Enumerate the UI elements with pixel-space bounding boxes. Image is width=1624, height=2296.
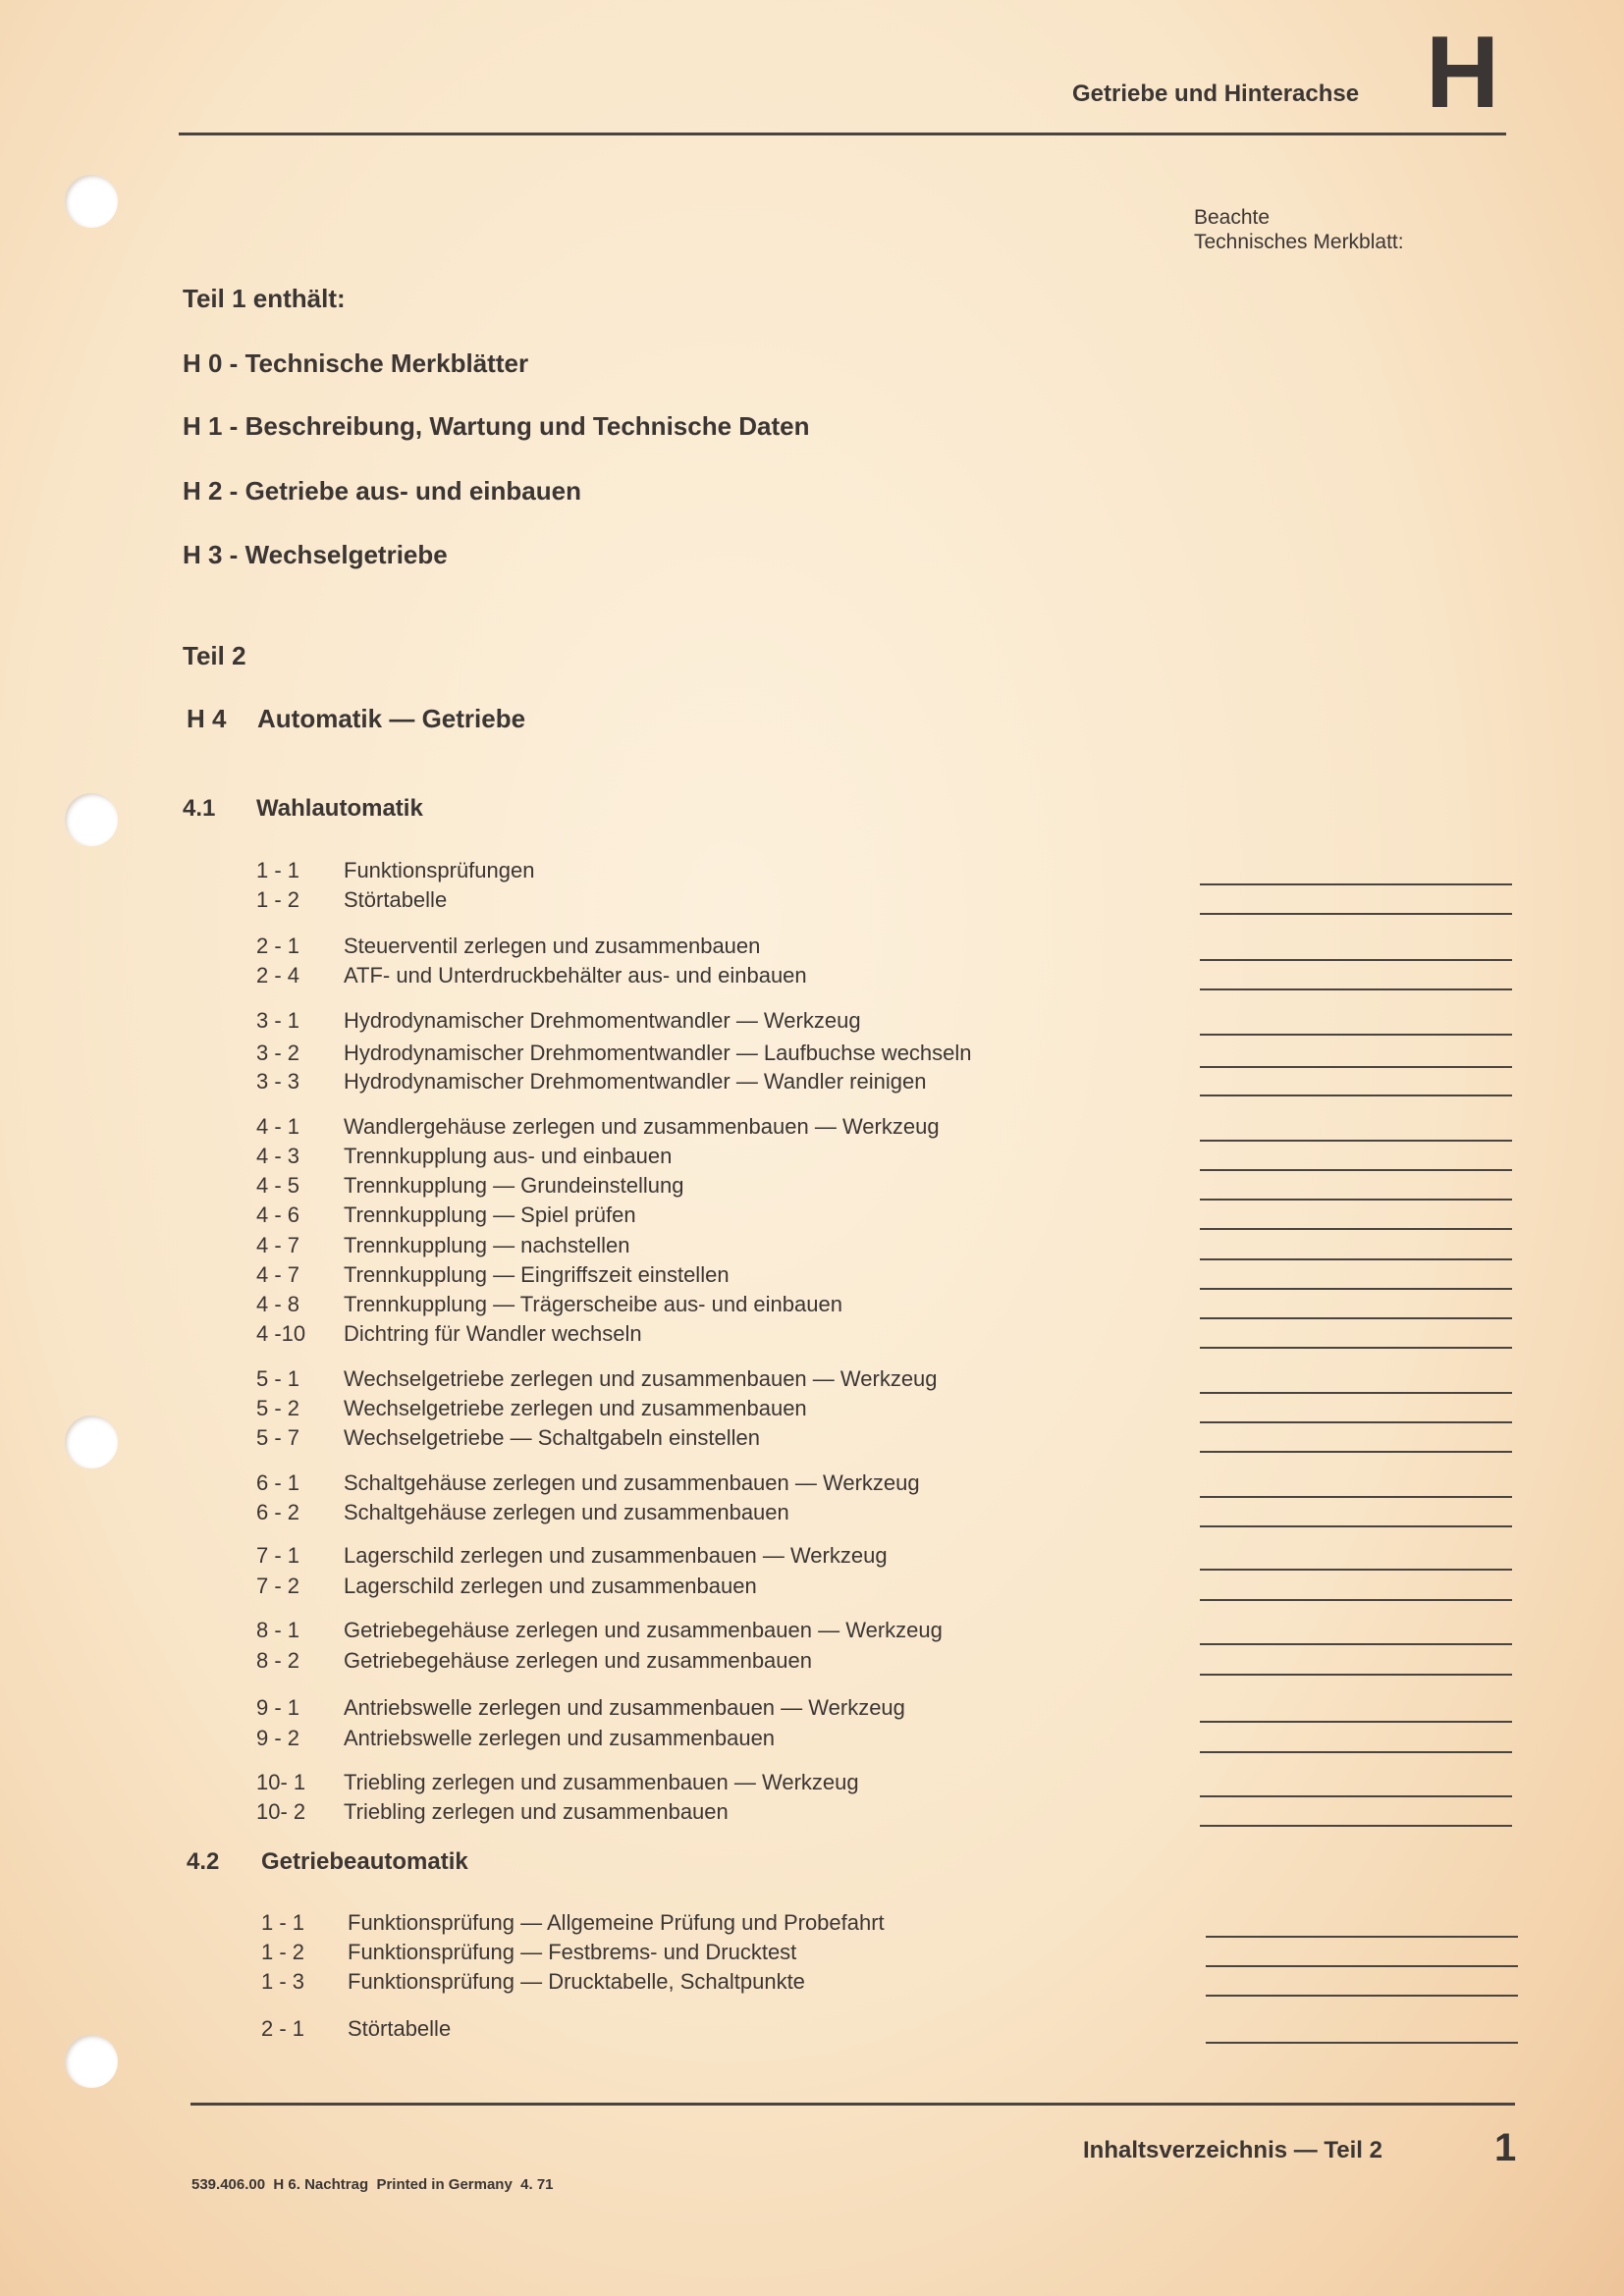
fill-in-line (1200, 988, 1512, 990)
entry-title: Triebling zerlegen und zusammenbauen (344, 1799, 729, 1824)
punch-hole (65, 793, 118, 846)
section-letter: H (1426, 16, 1500, 130)
page-number: 1 (1494, 2126, 1517, 2169)
fill-in-line (1200, 1751, 1512, 1753)
fill-in-line (1206, 2042, 1518, 2044)
section-code: 4.1 (183, 795, 216, 822)
entry-number: 4 -10 (256, 1321, 306, 1346)
section-title: Wahlautomatik (256, 795, 423, 822)
entry-number: 4 - 7 (256, 1233, 300, 1257)
fill-in-line (1200, 1721, 1512, 1723)
entry-number: 9 - 2 (256, 1726, 300, 1750)
toc-item: H 0 - Technische Merkblätter (183, 348, 529, 378)
entry-number: 3 - 3 (256, 1069, 300, 1094)
entry-number: 10- 2 (256, 1799, 306, 1824)
entry-number: 10- 1 (256, 1770, 306, 1794)
fill-in-line (1200, 1095, 1512, 1096)
fill-in-line (1200, 1599, 1512, 1601)
part1-heading: Teil 1 enthält: (183, 284, 346, 313)
entry-title: Funktionsprüfung — Festbrems- und Drucktest (348, 1940, 797, 1964)
header-rule (179, 133, 1506, 135)
entry-number: 3 - 2 (256, 1041, 300, 1065)
entry-title: Trennkupplung — Trägerscheibe aus- und einbauen (344, 1292, 842, 1316)
entry-title: Wandlergehäuse zerlegen und zusammenbauen — Werkzeug (344, 1114, 940, 1139)
fill-in-line (1200, 1525, 1512, 1527)
punch-hole (65, 175, 118, 228)
entry-title: Störtabelle (348, 2016, 452, 2041)
entry-title: Trennkupplung aus- und einbauen (344, 1144, 673, 1168)
entry-title: ATF- und Unterdruckbehälter aus- und einbauen (344, 963, 807, 988)
entry-number: 7 - 1 (256, 1543, 300, 1568)
fill-in-line (1200, 1795, 1512, 1797)
entry-title: Hydrodynamischer Drehmomentwandler — Wandler reinigen (344, 1069, 927, 1094)
entry-number: 2 - 4 (256, 963, 300, 988)
section-title: Getriebeautomatik (261, 1848, 468, 1875)
toc-item: H 1 - Beschreibung, Wartung und Technische Daten (183, 411, 810, 441)
entry-number: 9 - 1 (256, 1695, 300, 1720)
entry-number: 2 - 1 (256, 934, 300, 958)
entry-number: 4 - 7 (256, 1262, 300, 1287)
punch-hole (65, 2035, 118, 2088)
header-title: Getriebe und Hinterachse (1072, 80, 1360, 107)
entry-title: Trennkupplung — Eingriffszeit einstellen (344, 1262, 730, 1287)
fill-in-line (1200, 1066, 1512, 1068)
entry-title: Funktionsprüfung — Allgemeine Prüfung und Probefahrt (348, 1910, 885, 1935)
entry-title: Hydrodynamischer Drehmomentwandler — Werkzeug (344, 1008, 861, 1033)
part2-heading: Teil 2 (183, 641, 246, 670)
entry-title: Trennkupplung — nachstellen (344, 1233, 630, 1257)
fill-in-line (1200, 1643, 1512, 1645)
chapter-code: H 4 (187, 704, 227, 733)
fill-in-line (1200, 1199, 1512, 1201)
entry-number: 4 - 1 (256, 1114, 300, 1139)
entry-number: 4 - 6 (256, 1202, 300, 1227)
entry-number: 4 - 8 (256, 1292, 300, 1316)
fill-in-line (1206, 1995, 1518, 1997)
entry-title: Antriebswelle zerlegen und zusammenbauen (344, 1726, 776, 1750)
fill-in-line (1200, 1674, 1512, 1676)
entry-number: 1 - 1 (256, 858, 300, 882)
footer-rule (190, 2103, 1515, 2106)
entry-number: 5 - 1 (256, 1366, 300, 1391)
entry-title: Schaltgehäuse zerlegen und zusammenbauen — Werkzeug (344, 1470, 920, 1495)
entry-title: Funktionsprüfung — Drucktabelle, Schaltpunkte (348, 1969, 805, 1994)
entry-title: Getriebegehäuse zerlegen und zusammenbauen (344, 1648, 812, 1673)
entry-title: Lagerschild zerlegen und zusammenbauen — Werkzeug (344, 1543, 888, 1568)
fill-in-line (1200, 1347, 1512, 1349)
fill-in-line (1200, 883, 1512, 885)
fill-in-line (1200, 1451, 1512, 1453)
entry-number: 4 - 5 (256, 1173, 300, 1198)
fill-in-line (1206, 1936, 1518, 1938)
punch-hole (65, 1415, 118, 1468)
entry-title: Schaltgehäuse zerlegen und zusammenbauen (344, 1500, 789, 1524)
fill-in-line (1200, 1825, 1512, 1827)
entry-title: Wechselgetriebe — Schaltgabeln einstellen (344, 1425, 760, 1450)
note-line-2: Technisches Merkblatt: (1194, 231, 1404, 253)
entry-title: Triebling zerlegen und zusammenbauen — Werkzeug (344, 1770, 859, 1794)
toc-item: H 3 - Wechselgetriebe (183, 540, 448, 569)
fill-in-line (1200, 1317, 1512, 1319)
entry-number: 8 - 2 (256, 1648, 300, 1673)
entry-title: Funktionsprüfungen (344, 858, 535, 882)
entry-number: 1 - 2 (256, 887, 300, 912)
fill-in-line (1200, 913, 1512, 915)
fill-in-line (1200, 1258, 1512, 1260)
fill-in-line (1200, 1034, 1512, 1036)
footer-title: Inhaltsverzeichnis — Teil 2 (1083, 2137, 1382, 2163)
entry-number: 6 - 2 (256, 1500, 300, 1524)
fill-in-line (1200, 1228, 1512, 1230)
fill-in-line (1200, 1496, 1512, 1498)
entry-number: 5 - 2 (256, 1396, 300, 1420)
entry-title: Wechselgetriebe zerlegen und zusammenbauen (344, 1396, 807, 1420)
toc-item: H 2 - Getriebe aus- und einbauen (183, 476, 581, 506)
fill-in-line (1200, 1169, 1512, 1171)
section-code: 4.2 (187, 1848, 220, 1875)
imprint: 539.406.00 H 6. Nachtrag Printed in Germany 4. 71 (191, 2176, 554, 2193)
fill-in-line (1200, 1392, 1512, 1394)
note-line-1: Beachte (1194, 206, 1271, 229)
entry-number: 1 - 3 (261, 1969, 305, 1994)
entry-number: 5 - 7 (256, 1425, 300, 1450)
entry-number: 8 - 1 (256, 1618, 300, 1642)
entry-number: 6 - 1 (256, 1470, 300, 1495)
fill-in-line (1200, 1288, 1512, 1290)
entry-title: Steuerventil zerlegen und zusammenbauen (344, 934, 761, 958)
entry-title: Getriebegehäuse zerlegen und zusammenbauen — Werkzeug (344, 1618, 943, 1642)
entry-number: 1 - 2 (261, 1940, 305, 1964)
entry-title: Hydrodynamischer Drehmomentwandler — Laufbuchse wechseln (344, 1041, 972, 1065)
entry-title: Trennkupplung — Grundeinstellung (344, 1173, 684, 1198)
fill-in-line (1206, 1965, 1518, 1967)
fill-in-line (1200, 1569, 1512, 1571)
fill-in-line (1200, 959, 1512, 961)
entry-number: 1 - 1 (261, 1910, 305, 1935)
entry-number: 3 - 1 (256, 1008, 300, 1033)
entry-title: Störtabelle (344, 887, 448, 912)
entry-number: 4 - 3 (256, 1144, 300, 1168)
entry-title: Dichtring für Wandler wechseln (344, 1321, 642, 1346)
entry-number: 7 - 2 (256, 1574, 300, 1598)
chapter-title: Automatik — Getriebe (257, 704, 526, 733)
entry-title: Wechselgetriebe zerlegen und zusammenbauen — Werkzeug (344, 1366, 938, 1391)
fill-in-line (1200, 1140, 1512, 1142)
entry-title: Trennkupplung — Spiel prüfen (344, 1202, 636, 1227)
entry-number: 2 - 1 (261, 2016, 305, 2041)
entry-title: Lagerschild zerlegen und zusammenbauen (344, 1574, 757, 1598)
entry-title: Antriebswelle zerlegen und zusammenbauen — Werkzeug (344, 1695, 905, 1720)
fill-in-line (1200, 1421, 1512, 1423)
